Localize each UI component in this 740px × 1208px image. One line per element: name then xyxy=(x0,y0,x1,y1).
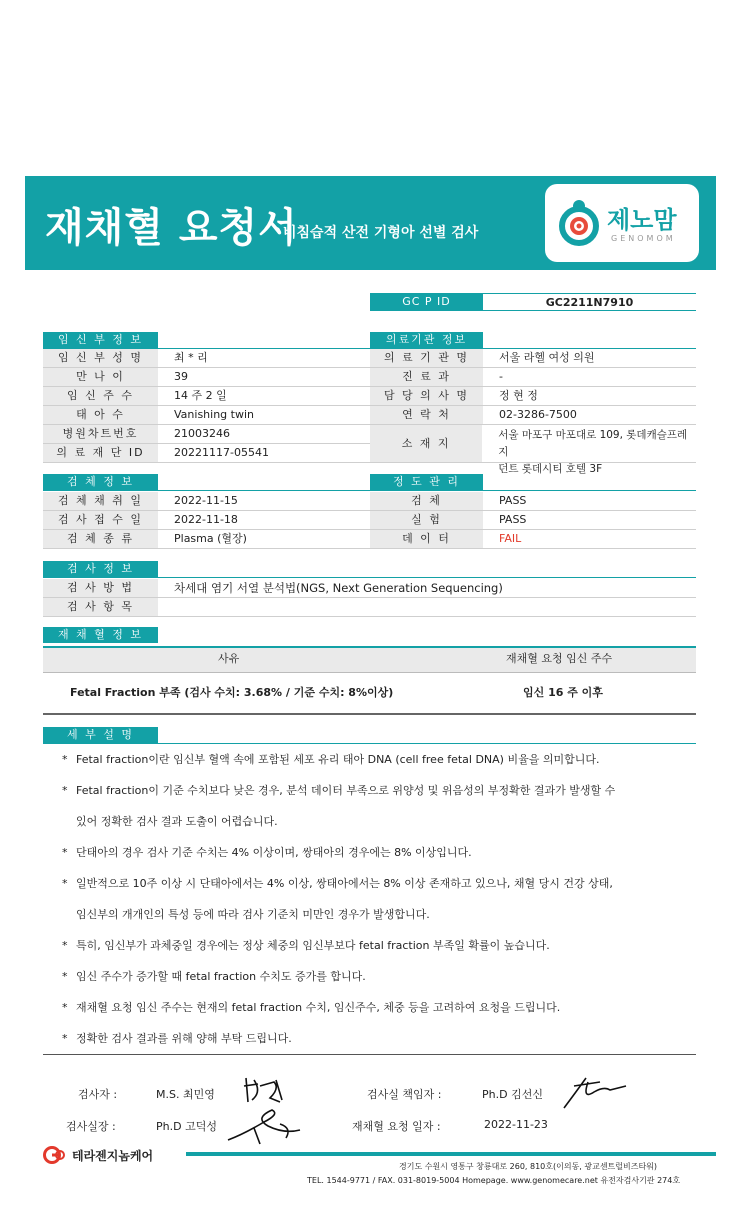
redraw-weeks: 임신 16 주 이후 xyxy=(523,686,603,699)
table-row xyxy=(370,530,696,549)
list-item xyxy=(62,905,696,936)
list-item xyxy=(62,874,696,905)
company-name: 테라젠지놈케어 xyxy=(72,1149,154,1163)
bullet-text: 재채혈 요청 임신 주수는 현재의 fetal fraction 수치, 임신주수, 체중 등을 고려하여 요청을 드립니다. xyxy=(76,1001,561,1014)
table-row xyxy=(43,368,370,387)
field-label: 검 체 종 류 xyxy=(43,530,158,548)
field-label: 의 료 기 관 명 xyxy=(370,349,483,367)
field-value: 정 현 정 xyxy=(499,389,538,402)
bullet-text: 정확한 검사 결과를 위해 양해 부탁 드립니다. xyxy=(76,1032,292,1045)
table-row xyxy=(43,444,370,463)
field-label: 검 사 방 법 xyxy=(43,579,158,597)
header-banner xyxy=(25,176,716,270)
qc-table xyxy=(370,492,696,549)
specimen-info-table xyxy=(43,492,370,549)
page-subtitle: 비침습적 산전 기형아 선별 검사 xyxy=(283,225,479,241)
bullet-mark: * xyxy=(62,846,68,859)
field-value: 14 주 2 일 xyxy=(174,389,227,402)
column-header-reason: 사유 xyxy=(218,652,240,665)
specimen-section-heading: 검 체 정 보 xyxy=(43,474,158,490)
table-row xyxy=(370,368,696,387)
lab-director-name: Ph.D 김선신 xyxy=(482,1088,543,1101)
address-line: 던트 롯데시티 호텔 3F xyxy=(498,463,603,475)
field-label: 임 신 부 성 명 xyxy=(43,349,158,367)
gcp-id-value: GC2211N7910 xyxy=(483,293,696,311)
lab-chief-name: Ph.D 고덕성 xyxy=(156,1120,217,1133)
institution-info-table xyxy=(370,349,696,475)
field-value: 21003246 xyxy=(174,427,230,440)
address-line: 서울 마포구 마포대로 109, 롯데캐슬프레지 xyxy=(498,429,688,458)
table-row xyxy=(370,349,696,368)
details-section-heading: 세 부 설 명 xyxy=(43,727,158,743)
gcp-id-label: GC P ID xyxy=(370,293,483,311)
field-label: 병원차트번호 xyxy=(43,425,158,443)
qc-status: PASS xyxy=(499,494,527,507)
column-header-weeks: 재채혈 요청 임신 주수 xyxy=(506,652,613,665)
field-label: 만 나 이 xyxy=(43,368,158,386)
qc-status-fail: FAIL xyxy=(499,532,522,545)
bullet-text: 일반적으로 10주 이상 시 단태아에서는 4% 이상, 쌍태아에서는 8% 이상 존재하고 있으나, 채혈 당시 건강 상태, xyxy=(76,877,613,890)
field-label: 연 락 처 xyxy=(370,406,483,424)
field-value: - xyxy=(499,370,503,383)
bullet-mark: * xyxy=(62,939,68,952)
divider xyxy=(43,743,696,744)
lab-director-label: 검사실 책임자 : xyxy=(367,1088,442,1101)
bullet-mark: * xyxy=(62,753,68,766)
bullet-mark xyxy=(62,905,76,936)
request-date-label: 재채혈 요청 일자 : xyxy=(352,1120,441,1133)
bullet-text: 임신부의 개개인의 특성 등에 따라 검사 기준치 미만인 경우가 발생합니다. xyxy=(76,908,430,921)
bullet-text: 특히, 임신부가 과체중일 경우에는 정상 체중의 임신부보다 fetal fraction 부족일 확률이 높습니다. xyxy=(76,939,550,952)
table-row xyxy=(43,511,370,530)
divider xyxy=(43,713,696,715)
bullet-mark: * xyxy=(62,784,68,797)
field-label: 데 이 터 xyxy=(370,530,483,548)
lab-chief-label: 검사실장 : xyxy=(66,1120,116,1133)
qc-status: PASS xyxy=(499,513,527,526)
footer-contact: TEL. 1544-9771 / FAX. 031-8019-5004 Homepage. www.genomecare.net 유전자검사기관 274호 xyxy=(307,1176,681,1185)
field-label: 소 재 지 xyxy=(370,425,482,462)
institution-section-heading: 의료기관 정보 xyxy=(370,332,483,348)
bullet-text: Fetal fraction이 기준 수치보다 낮은 경우, 분석 데이터 부족으로 위양성 및 위음성의 부정확한 결과가 발생할 수 xyxy=(76,784,616,797)
table-row xyxy=(43,387,370,406)
field-label: 검 체 채 취 일 xyxy=(43,492,158,510)
field-label: 검 체 xyxy=(370,492,483,510)
field-value: Vanishing twin xyxy=(174,408,254,421)
logo-text: 제노맘 xyxy=(607,206,677,234)
list-item xyxy=(62,967,696,998)
footer-address: 경기도 수원시 영통구 창룡대로 260, 810호(이의동, 광교센트럴비즈타워) xyxy=(399,1162,658,1171)
field-label: 진 료 과 xyxy=(370,368,483,386)
field-value: 2022-11-15 xyxy=(174,494,238,507)
examiner-label: 검사자 : xyxy=(78,1088,118,1101)
field-label: 의 료 재 단 ID xyxy=(43,444,158,462)
bullet-text: Fetal fraction이란 임신부 혈액 속에 포함된 세포 유리 태아 DNA (cell free fetal DNA) 비율을 의미합니다. xyxy=(76,753,600,766)
table-row-address xyxy=(370,425,696,475)
logo-subtext: GENOMOM xyxy=(611,234,676,243)
list-item xyxy=(62,843,696,874)
list-item xyxy=(62,936,696,967)
field-value: 최 * 리 xyxy=(174,351,208,364)
genomom-logo-icon xyxy=(557,198,601,246)
bullet-mark: * xyxy=(62,1001,68,1014)
table-row xyxy=(43,579,696,598)
lab-director-signature-icon xyxy=(560,1072,632,1112)
test-section-heading: 검 사 정 보 xyxy=(43,561,158,577)
bullet-text: 임신 주수가 증가할 때 fetal fraction 수치도 증가를 합니다. xyxy=(76,970,366,983)
table-row xyxy=(43,425,370,444)
field-label: 검 사 접 수 일 xyxy=(43,511,158,529)
table-row xyxy=(370,492,696,511)
divider xyxy=(43,490,370,491)
list-item xyxy=(62,998,696,1029)
list-item xyxy=(62,750,696,781)
field-value: 서울 라헬 여성 의원 xyxy=(499,351,595,364)
redraw-section-heading: 재 채 혈 정 보 xyxy=(43,627,158,643)
patient-section-heading: 임 신 부 정 보 xyxy=(43,332,158,348)
redraw-reason: Fetal Fraction 부족 (검사 수치: 3.68% / 기준 수치: 8%이상) xyxy=(70,686,394,699)
request-date-value: 2022-11-23 xyxy=(484,1118,548,1131)
field-value xyxy=(158,598,174,616)
redraw-table-header xyxy=(43,646,696,673)
examiner-signature-icon xyxy=(236,1072,292,1108)
bullet-mark: * xyxy=(62,1032,68,1045)
table-row xyxy=(43,406,370,425)
table-row xyxy=(43,530,370,549)
field-value: 차세대 염기 서열 분석법(NGS, Next Generation Sequencing) xyxy=(174,581,503,595)
field-label: 태 아 수 xyxy=(43,406,158,424)
table-row xyxy=(43,598,696,617)
patient-info-table xyxy=(43,349,370,463)
bullet-mark: * xyxy=(62,970,68,983)
list-item xyxy=(62,781,696,812)
field-label: 담 당 의 사 명 xyxy=(370,387,483,405)
field-value: 39 xyxy=(174,370,188,383)
field-label: 실 험 xyxy=(370,511,483,529)
page-title: 재채혈 요청서 xyxy=(45,205,298,251)
footer-accent-bar xyxy=(186,1152,716,1156)
bullet-text: 단태아의 경우 검사 기준 수치는 4% 이상이며, 쌍태아의 경우에는 8% 이상입니다. xyxy=(76,846,472,859)
qc-section-heading: 정 도 관 리 xyxy=(370,474,483,490)
field-label: 임 신 주 수 xyxy=(43,387,158,405)
field-value xyxy=(482,425,696,475)
bullet-mark: * xyxy=(62,877,68,890)
test-info-table xyxy=(43,579,696,617)
examiner-name: M.S. 최민영 xyxy=(156,1088,215,1101)
divider xyxy=(370,490,696,491)
field-value: Plasma (혈장) xyxy=(174,532,247,545)
field-value: 02-3286-7500 xyxy=(499,408,577,421)
list-item xyxy=(62,812,696,843)
bullet-text: 있어 정확한 검사 결과 도출이 어렵습니다. xyxy=(76,815,278,828)
divider xyxy=(43,1054,696,1055)
field-label: 검 사 항 목 xyxy=(43,598,158,616)
divider xyxy=(43,577,696,578)
table-row xyxy=(370,406,696,425)
company-logo-icon xyxy=(43,1146,69,1164)
table-row xyxy=(370,387,696,406)
bullet-mark xyxy=(62,812,76,843)
field-value: 20221117-05541 xyxy=(174,446,269,459)
details-list xyxy=(62,750,696,1060)
field-value: 2022-11-18 xyxy=(174,513,238,526)
table-row xyxy=(370,511,696,530)
list-item xyxy=(62,1029,696,1060)
lab-chief-signature-icon xyxy=(224,1104,306,1146)
genomom-logo xyxy=(545,184,699,262)
table-row xyxy=(43,349,370,368)
table-row xyxy=(43,492,370,511)
